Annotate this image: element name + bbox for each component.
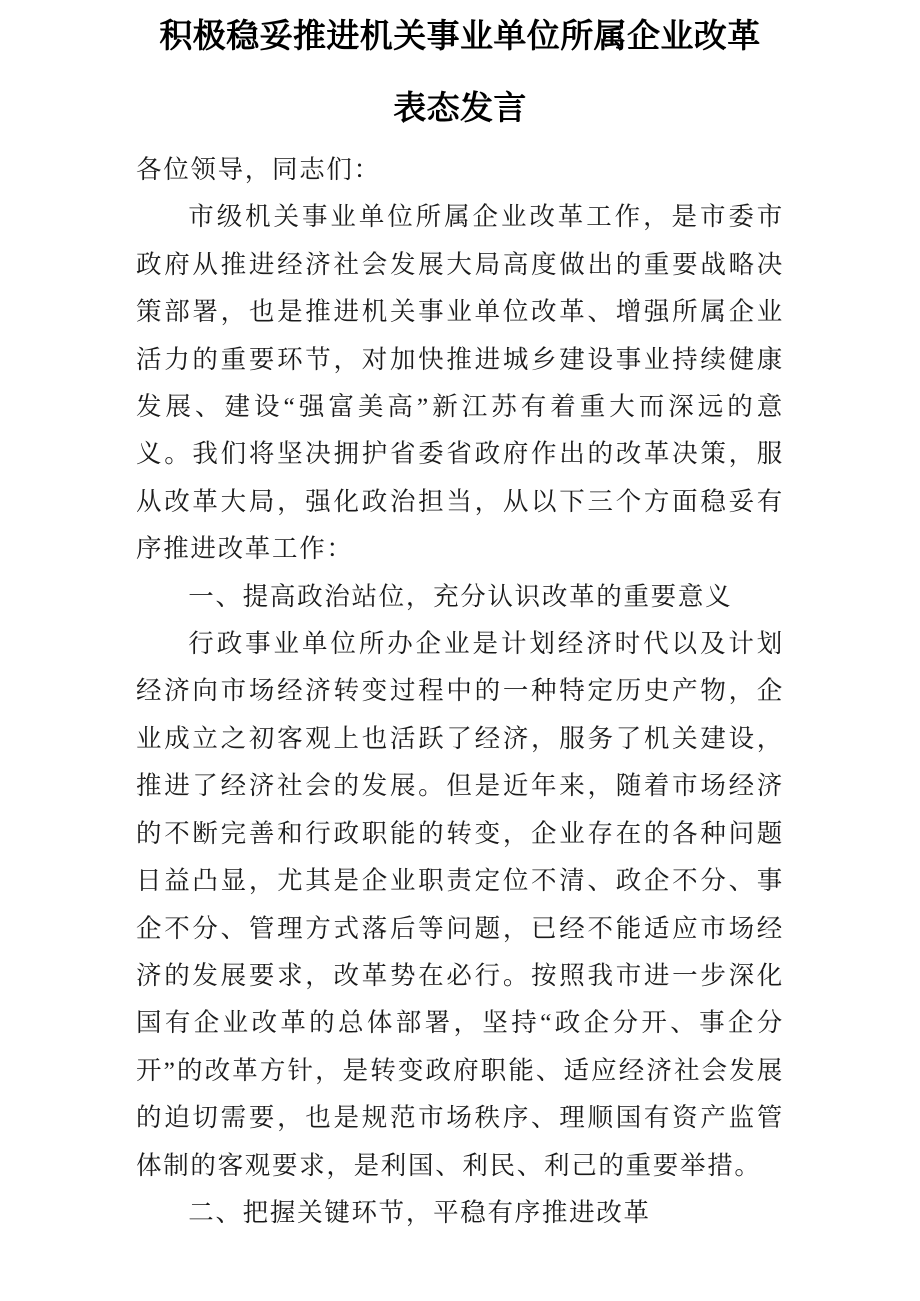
salutation-line: 各位领导，同志们： (136, 155, 381, 184)
document-content-column (136, 0, 784, 1236)
paragraph-intro: 市级机关事业单位所属企业改革工作，是市委市政府从推进经济社会发展大局高度做出的重要战略决策部署，也是推进机关事业单位改革、增强所属企业活力的重要环节，对加快推进城乡建设事业持续健康发展、建设“强富美高”新江苏有着重大而深远的意义。我们将坚决拥护省委省政府作出的改革决策，服从改革大局，强化政治担当，从以下三个方面稳妥有序推进改革工作： (136, 202, 784, 564)
page-title-line-1: 积极稳妥推进机关事业单位所属企业改革 (159, 17, 761, 54)
page-title (136, 0, 784, 144)
section-heading-one: 一、提高政治站位，充分认识改革的重要意义 (188, 581, 733, 611)
page-title-line-2: 表态发言 (393, 89, 527, 126)
paragraph-section-one-body: 行政事业单位所办企业是计划经济时代以及计划经济向市场经济转变过程中的一种特定历史产物，企业成立之初客观上也活跃了经济，服务了机关建设，推进了经济社会的发展。但是近年来，随着市场经济的不断完善和行政职能的转变，企业存在的各种问题日益凸显，尤其是企业职责定位不清、政企不分、事企不分、管理方式落后等问题，已经不能适应市场经济的发展要求，改革势在必行。按照我市进一步深化国有企业改革的总体部署，坚持“政企分开、事企分开”的改革方针，是转变政府职能、适应经济社会发展的迫切需要，也是规范市场秩序、理顺国有资产监管体制的客观要求，是利国、利民、利己的重要举措。 (136, 629, 784, 1180)
section-heading-two: 二、把握关键环节，平稳有序推进改革 (188, 1197, 651, 1227)
